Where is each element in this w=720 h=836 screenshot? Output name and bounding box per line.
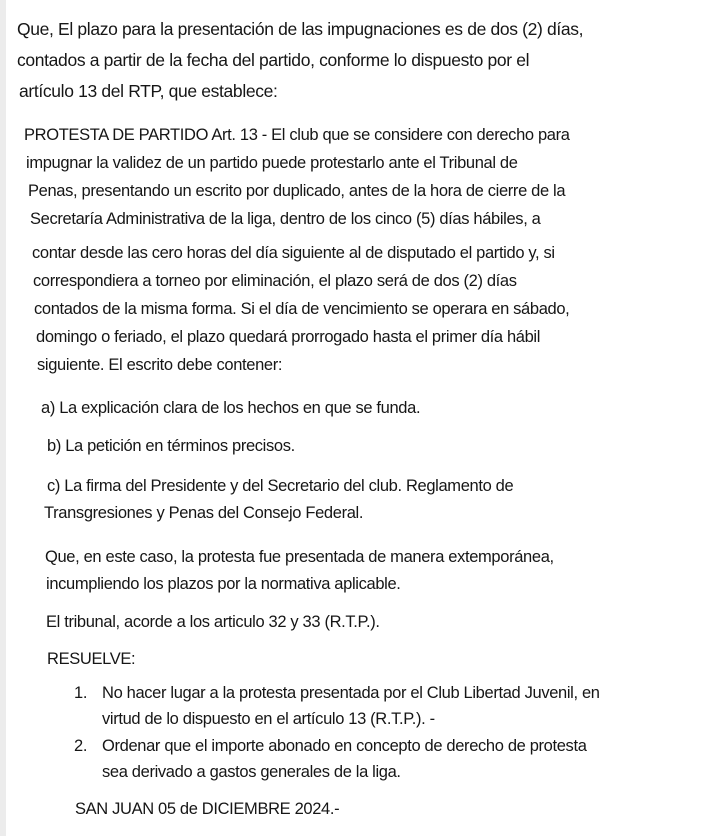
resolution-line: Ordenar que el importe abonado en concepto de derecho de protesta	[102, 737, 587, 755]
resolution-number: 2.	[74, 737, 88, 755]
article-line: correspondiera a torneo por eliminación, el plazo será de dos (2) días	[33, 272, 517, 290]
tribunal-statement: El tribunal, acorde a los articulo 32 y 33 (R.T.P.).	[46, 613, 380, 631]
intro-line: artículo 13 del RTP, que establece:	[19, 81, 278, 101]
article-line: impugnar la validez de un partido puede protestarlo ante el Tribunal de	[26, 154, 518, 172]
article-line: domingo o feriado, el plazo quedará prorrogado hasta el primer día hábil	[36, 328, 541, 346]
intro-line: contados a partir de la fecha del partido, conforme lo dispuesto por el	[17, 50, 530, 70]
regulation-source: Transgresiones y Penas del Consejo Federal.	[44, 504, 364, 522]
article-line: contados de la misma forma. Si el día de vencimiento se operara en sábado,	[34, 300, 570, 318]
resolution-line: sea derivado a gastos generales de la liga.	[102, 763, 401, 781]
article-item-a: a) La explicación clara de los hechos en que se funda.	[41, 399, 421, 417]
article-line: PROTESTA DE PARTIDO Art. 13 - El club que se considere con derecho para	[24, 126, 570, 144]
resolve-heading: RESUELVE:	[47, 650, 136, 668]
resolution-line: virtud de lo dispuesto en el artículo 13 (R.T.P.). -	[102, 710, 435, 728]
consideration-line: Que, en este caso, la protesta fue presentada de manera extemporánea,	[45, 548, 554, 566]
date-line: SAN JUAN 05 de DICIEMBRE 2024.-	[75, 800, 340, 818]
page-left-edge	[0, 0, 6, 836]
article-line: Secretaría Administrativa de la liga, dentro de los cinco (5) días hábiles, a	[30, 210, 541, 228]
resolution-line: No hacer lugar a la protesta presentada por el Club Libertad Juvenil, en	[102, 684, 600, 702]
article-line: Penas, presentando un escrito por duplicado, antes de la hora de cierre de la	[28, 182, 566, 200]
article-line: siguiente. El escrito debe contener:	[37, 356, 283, 374]
article-line: contar desde las cero horas del día siguiente al de disputado el partido y, si	[32, 244, 555, 262]
consideration-line: incumpliendo los plazos por la normativa aplicable.	[46, 575, 401, 593]
article-item-b: b) La petición en términos precisos.	[47, 437, 295, 455]
intro-line: Que, El plazo para la presentación de las impugnaciones es de dos (2) días,	[17, 19, 584, 39]
resolution-number: 1.	[74, 684, 88, 702]
article-item-c: c) La firma del Presidente y del Secretario del club. Reglamento de	[47, 477, 514, 495]
